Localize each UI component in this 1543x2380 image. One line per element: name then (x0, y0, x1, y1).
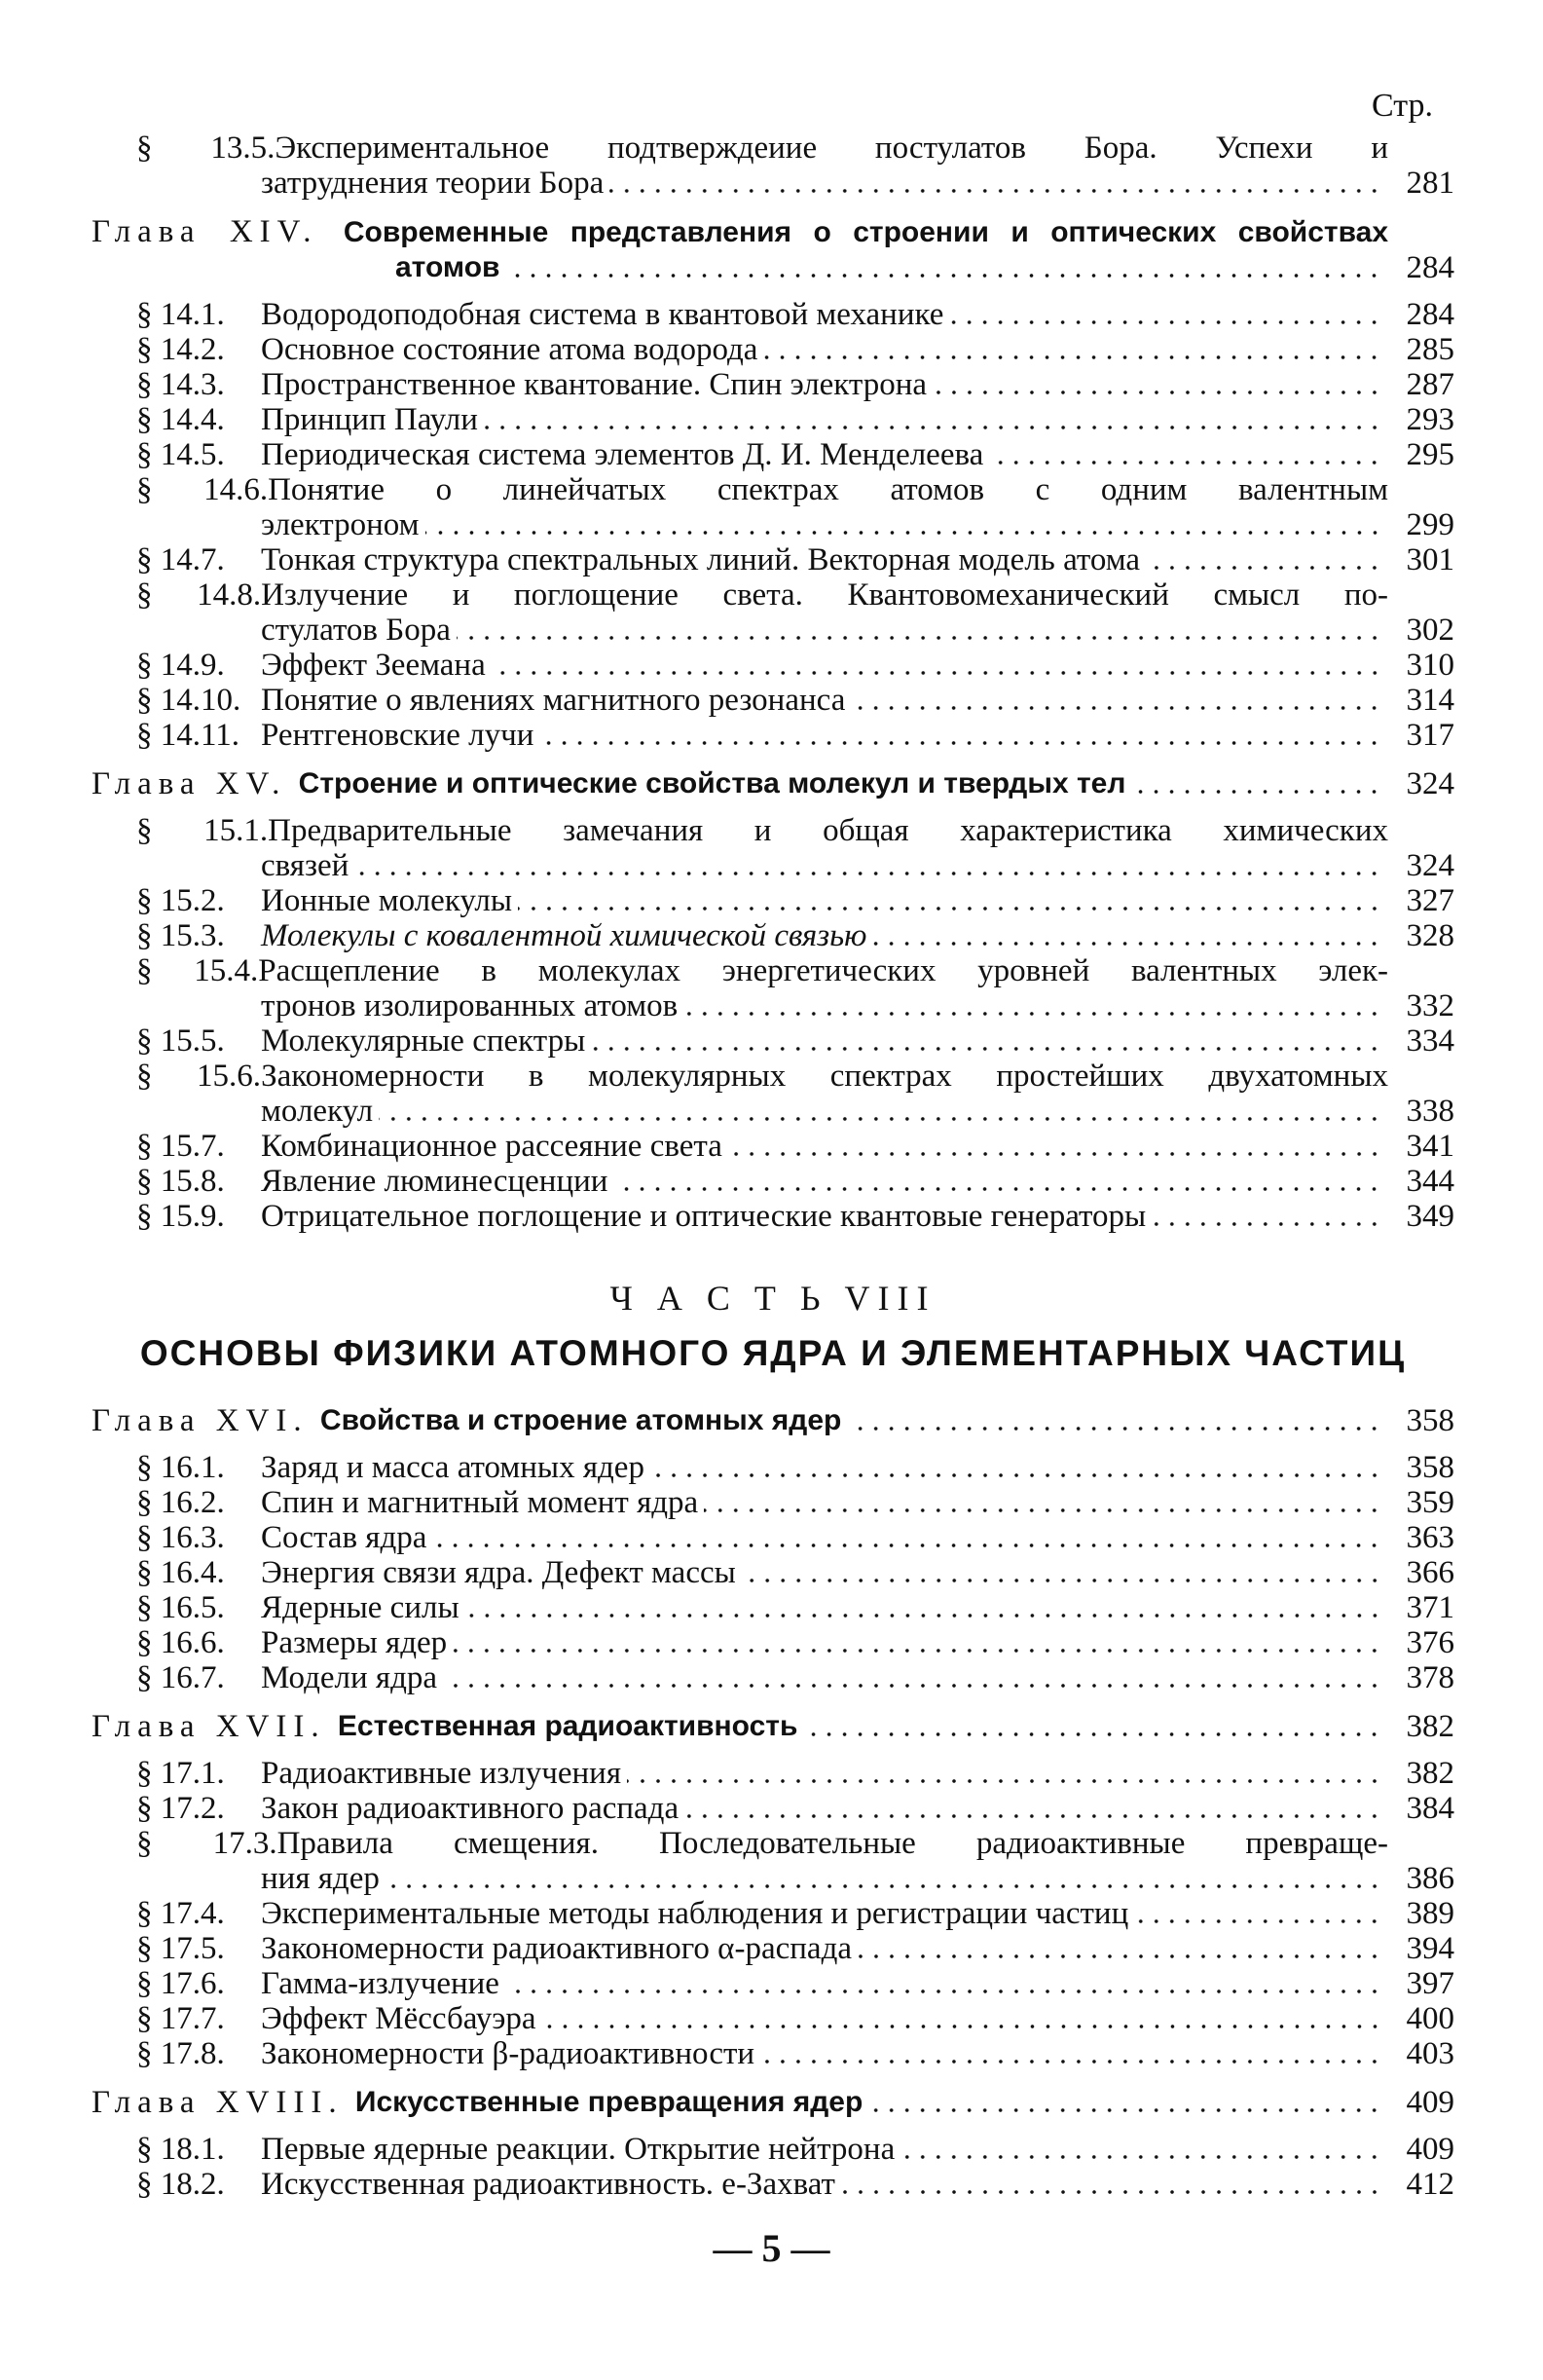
entry-number: § 18.2. (136, 2167, 225, 2202)
toc-line (136, 988, 1454, 1023)
entry-number: § 17.7. (136, 2001, 225, 2036)
entry-page: 302 (1406, 613, 1454, 648)
entry-title: ния ядер (261, 1861, 380, 1896)
entry-number: § 14.3. (136, 367, 225, 402)
chapter-title: Современные представления о строении и оптических свойствах (343, 216, 1389, 248)
entry-title: Состав ядра (261, 1520, 427, 1555)
entry-page: 338 (1406, 1094, 1454, 1129)
toc-line (92, 250, 1454, 285)
entry-title: Энергия связи ядра. Дефект массы (261, 1555, 736, 1590)
page-number: — 5 — (713, 2226, 830, 2270)
entry-title: Явление люминесценции (261, 1164, 608, 1199)
entry-title: Гамма-излучение (261, 1966, 499, 2001)
toc-entry-14-4 (92, 402, 1454, 437)
leader-dots (728, 1152, 1382, 1156)
entry-title: связей (261, 848, 349, 883)
entry-title: молекул (261, 1094, 374, 1129)
part-label: Ч А С Т Ь VIII (609, 1279, 937, 1318)
entry-page: 397 (1406, 1966, 1454, 2001)
leader-dots (868, 2108, 1382, 2112)
entry-page: 334 (1406, 1023, 1454, 1059)
entry-page: 295 (1406, 437, 1454, 472)
entry-title: Закономерности в молекулярных спектрах простейших двухатомных (261, 1059, 1389, 1094)
entry-title: Расщепление в молекулах энергетических уровней валентных элек- (258, 953, 1389, 988)
leader-dots (1131, 790, 1382, 794)
toc-entry-14-8 (92, 577, 1454, 648)
toc-entry-15-5 (92, 1023, 1454, 1059)
entry-title: Понятие о линейчатых спектрах атомов с одним валентным (268, 472, 1388, 507)
entry-page: 285 (1406, 332, 1454, 367)
entry-title: Эффект Мёссбауэра (261, 2001, 536, 2036)
entry-title: Комбинационное рассеяние света (261, 1129, 722, 1164)
entry-title: Заряд и масса атомных ядер (261, 1450, 644, 1485)
toc-entry-16-5 (92, 1590, 1454, 1625)
toc-entry-14-1 (92, 297, 1454, 332)
toc-entry-14-7 (92, 542, 1454, 577)
leader-dots (379, 1117, 1382, 1121)
toc-chapter-14 (92, 214, 1454, 285)
entry-number: § 15.3. (136, 918, 225, 953)
leader-dots (704, 1508, 1382, 1512)
part-title: ОСНОВЫ ФИЗИКИ АТОМНОГО ЯДРА И ЭЛЕМЕНТАРНЫХ ЧАСТИЦ (139, 1333, 1407, 1373)
entry-page: 386 (1406, 1861, 1454, 1896)
leader-dots (803, 1732, 1382, 1736)
leader-dots (1134, 1919, 1382, 1923)
entry-number: § 14.7. (136, 542, 225, 577)
entry-title: Ионные молекулы (261, 883, 513, 918)
leader-dots (505, 274, 1382, 278)
toc-entry-15-8 (92, 1164, 1454, 1199)
toc-entry-16-7 (92, 1660, 1454, 1695)
toc-entry-15-2 (92, 883, 1454, 918)
entry-number: § 16.3. (136, 1520, 225, 1555)
leader-dots (432, 1543, 1382, 1547)
leader-dots (591, 1047, 1382, 1051)
toc-entry-16-3 (92, 1520, 1454, 1555)
leader-dots (650, 1473, 1382, 1477)
entry-number: § 14.6. (136, 472, 269, 507)
entry-page: 409 (1406, 2132, 1454, 2167)
toc-entry-17-3 (92, 1826, 1454, 1896)
toc-line (136, 1094, 1454, 1129)
entry-number: § 15.2. (136, 883, 225, 918)
toc-entry-14-6 (92, 472, 1454, 542)
entry-first-line (136, 953, 1454, 988)
leader-dots (847, 1427, 1382, 1431)
entry-first-line (136, 472, 1454, 507)
entry-number: § 14.9. (136, 648, 225, 683)
entry-page: 378 (1406, 1660, 1454, 1695)
leader-dots (425, 531, 1382, 535)
leader-dots (851, 706, 1382, 710)
leader-dots (933, 390, 1382, 394)
entry-number: § 13.5. (136, 130, 276, 166)
entry-number: § 14.2. (136, 332, 225, 367)
leader-dots (539, 741, 1382, 745)
toc-line (136, 613, 1454, 648)
entry-page: 301 (1406, 542, 1454, 577)
entry-title: Отрицательное поглощение и оптические квантовые генераторы (261, 1199, 1147, 1234)
toc-entry-18-1 (92, 2132, 1454, 2167)
entry-title: Предварительные замечания и общая характеристика химических (268, 813, 1389, 848)
entry-number: § 15.9. (136, 1199, 225, 1234)
entry-page: 394 (1406, 1931, 1454, 1966)
leader-dots (742, 1579, 1382, 1582)
entry-title: Основное состояние атома водорода (261, 332, 758, 367)
toc-entry-17-6 (92, 1966, 1454, 2001)
entry-page: 310 (1406, 648, 1454, 683)
toc-entry-17-4 (92, 1896, 1454, 1931)
leader-dots (684, 1814, 1382, 1818)
page-column-header: Стр. (1371, 88, 1433, 124)
entry-title: Принцип Паули (261, 402, 478, 437)
entry-title: Радиоактивные излучения (261, 1756, 621, 1791)
entry-page: 287 (1406, 367, 1454, 402)
entry-title: Размеры ядер (261, 1625, 448, 1660)
entry-number: § 17.4. (136, 1896, 225, 1931)
entry-number: § 16.2. (136, 1485, 225, 1520)
entry-number: Глава XVII. (92, 1709, 326, 1744)
leader-dots (613, 1187, 1382, 1191)
toc-entry-15-1 (92, 813, 1454, 883)
entry-page: 363 (1406, 1520, 1454, 1555)
table-of-contents (92, 88, 1454, 2202)
chapter-number: Глава XIV. (92, 214, 318, 249)
entry-page: 409 (1406, 2085, 1454, 2120)
entry-page: 299 (1406, 507, 1454, 542)
entry-title-continued: затруднения теории Бора (261, 166, 605, 201)
toc-entry-14-3 (92, 367, 1454, 402)
toc-entry-15-3 (92, 918, 1454, 953)
entry-page: 324 (1406, 848, 1454, 883)
toc-entry-17-7 (92, 2001, 1454, 2036)
entry-page: 332 (1406, 988, 1454, 1023)
entry-page: 384 (1406, 1791, 1454, 1826)
entry-page: 317 (1406, 718, 1454, 753)
entry-number: § 14.8. (136, 577, 262, 613)
entry-number: § 16.6. (136, 1625, 225, 1660)
entry-page: 281 (1406, 166, 1454, 201)
entry-first-line (136, 130, 1454, 166)
entry-number: § 17.8. (136, 2036, 225, 2071)
entry-number: § 14.11. (136, 718, 240, 753)
toc-entry-15-4 (92, 953, 1454, 1023)
entry-page: 366 (1406, 1555, 1454, 1590)
entry-number: § 14.10. (136, 683, 241, 718)
entry-number: Глава XVI. (92, 1403, 309, 1438)
entry-page: 389 (1406, 1896, 1454, 1931)
toc-entry-16-6 (92, 1625, 1454, 1660)
leader-dots (949, 320, 1382, 324)
entry-number: § 15.6. (136, 1059, 262, 1094)
leader-dots (989, 461, 1382, 465)
entry-number: § 15.8. (136, 1164, 225, 1199)
leader-dots (760, 2060, 1382, 2064)
entry-page: 359 (1406, 1485, 1454, 1520)
entry-title: Пространственное квантование. Спин электрона (261, 367, 928, 402)
entry-title: Периодическая система элементов Д. И. Менделеева (261, 437, 984, 472)
toc-entry-16-2 (92, 1485, 1454, 1520)
entry-title: Свойства и строение атомных ядер (319, 1404, 842, 1436)
entry-number: § 15.1. (136, 813, 269, 848)
entry-number: § 16.1. (136, 1450, 225, 1485)
toc-entry-14-9 (92, 648, 1454, 683)
leader-dots (453, 1649, 1382, 1653)
entry-page: 358 (1406, 1403, 1454, 1438)
entry-page: 284 (1406, 297, 1454, 332)
toc-entry-14-10 (92, 683, 1454, 718)
entry-first-line (92, 214, 1454, 250)
entry-title: Ядерные силы (261, 1590, 459, 1625)
toc-line (136, 166, 1454, 201)
toc-chapter-16 (92, 1403, 1454, 1438)
entry-page: 293 (1406, 402, 1454, 437)
leader-dots (518, 907, 1382, 911)
leader-dots (683, 1012, 1382, 1016)
leader-dots (763, 355, 1382, 359)
entry-page: 371 (1406, 1590, 1454, 1625)
leader-dots (1146, 566, 1382, 570)
entry-title: Закономерности β-радиоактивности (261, 2036, 755, 2071)
entry-number: Глава XV. (92, 766, 287, 801)
leader-dots (492, 671, 1382, 675)
entry-page: 328 (1406, 918, 1454, 953)
toc-entry-17-8 (92, 2036, 1454, 2071)
entry-number: § 17.3. (136, 1826, 277, 1861)
entry-number: § 15.4. (136, 953, 259, 988)
leader-dots (542, 2025, 1382, 2028)
leader-dots (505, 1990, 1382, 1993)
leader-dots (609, 189, 1382, 193)
entry-number: § 17.1. (136, 1756, 225, 1791)
chapter-title-continued: атомов (395, 251, 500, 283)
toc-entry-17-5 (92, 1931, 1454, 1966)
toc-entry-16-1 (92, 1450, 1454, 1485)
toc-entry-17-1 (92, 1756, 1454, 1791)
toc-entry-14-2 (92, 332, 1454, 367)
entry-first-line (136, 1059, 1454, 1094)
entry-page: 344 (1406, 1164, 1454, 1199)
toc-entry-15-6 (92, 1059, 1454, 1129)
toc-entry-15-9 (92, 1199, 1454, 1234)
entry-page: 376 (1406, 1625, 1454, 1660)
entry-number: § 17.6. (136, 1966, 225, 2001)
entry-number: Глава XVIII. (92, 2085, 344, 2120)
leader-dots (443, 1684, 1382, 1688)
entry-title: Водородоподобная система в квантовой механике (261, 297, 944, 332)
entry-page: 324 (1406, 766, 1454, 801)
entry-title: Молекулярные спектры (261, 1023, 586, 1059)
leader-dots (457, 636, 1382, 640)
entry-title: Строение и оптические свойства молекул и твердых тел (298, 767, 1126, 800)
leader-dots (465, 1614, 1382, 1618)
entry-number: § 16.7. (136, 1660, 225, 1695)
entry-title: стулатов Бора (261, 613, 451, 648)
entry-number: § 18.1. (136, 2132, 225, 2167)
entry-page: 327 (1406, 883, 1454, 918)
toc-entry-18-2 (92, 2167, 1454, 2202)
toc-entry-14-5 (92, 437, 1454, 472)
toc-entry-15-7 (92, 1129, 1454, 1164)
entry-page: 382 (1406, 1756, 1454, 1791)
entry-title: Искусственная радиоактивность. e-Захват (261, 2167, 835, 2202)
entry-page: 341 (1406, 1129, 1454, 1164)
entry-title: Естественная радиоактивность (337, 1710, 798, 1742)
entry-title: Спин и магнитный момент ядра (261, 1485, 699, 1520)
entry-title: тронов изолированных атомов (261, 988, 679, 1023)
toc-line (136, 507, 1454, 542)
leader-dots (858, 1954, 1382, 1958)
entry-title: Искусственные превращения ядер (354, 2086, 863, 2118)
entry-number: § 17.5. (136, 1931, 225, 1966)
entry-title: Экспериментальные методы наблюдения и регистрации частиц (261, 1896, 1129, 1931)
entry-title: Тонкая структура спектральных линий. Векторная модель атома (261, 542, 1141, 577)
leader-dots (841, 2190, 1382, 2194)
leader-dots (1152, 1222, 1382, 1226)
toc-entry-17-2 (92, 1791, 1454, 1826)
leader-dots (354, 872, 1382, 875)
entry-number: § 14.5. (136, 437, 225, 472)
entry-page: 382 (1406, 1709, 1454, 1744)
entry-page: 403 (1406, 2036, 1454, 2071)
entry-first-line (136, 577, 1454, 613)
leader-dots (386, 1884, 1382, 1888)
entry-title: Молекулы с ковалентной химической связью (261, 918, 867, 953)
entry-title: Излучение и поглощение света. Квантовомеханический смысл по- (261, 577, 1388, 613)
entry-number: § 14.1. (136, 297, 225, 332)
toc-entry-16-4 (92, 1555, 1454, 1590)
entry-first-line (136, 813, 1454, 848)
entry-title: Закон радиоактивного распада (261, 1791, 680, 1826)
entry-number: § 15.5. (136, 1023, 225, 1059)
entry-title: Эффект Зеемана (261, 648, 486, 683)
entry-number: § 17.2. (136, 1791, 225, 1826)
toc-line (136, 848, 1454, 883)
entry-number: § 15.7. (136, 1129, 225, 1164)
leader-dots (872, 942, 1382, 946)
entry-page: 412 (1406, 2167, 1454, 2202)
chapter-page: 284 (1406, 250, 1454, 285)
entry-page: 314 (1406, 683, 1454, 718)
entry-title: Экспериментальное подтверждеиие постулатов Бора. Успехи и (275, 130, 1388, 166)
toc-line (136, 1861, 1454, 1896)
entry-title: Закономерности радиоактивного α-распада (261, 1931, 853, 1966)
part-heading (92, 1277, 1454, 1374)
entry-page: 349 (1406, 1199, 1454, 1234)
entry-first-line (136, 1826, 1454, 1861)
leader-dots (900, 2155, 1382, 2159)
toc-chapter-17 (92, 1709, 1454, 1744)
entry-title: Первые ядерные реакции. Открытие нейтрона (261, 2132, 896, 2167)
toc-chapter-15 (92, 766, 1454, 801)
entry-number: § 14.4. (136, 402, 225, 437)
toc-entry-13-5 (92, 130, 1454, 201)
entry-title: Понятие о явлениях магнитного резонанса (261, 683, 846, 718)
leader-dots (484, 426, 1382, 429)
toc-entry-14-11 (92, 718, 1454, 753)
entry-title: электроном (261, 507, 420, 542)
entry-title: Рентгеновские лучи (261, 718, 534, 753)
entry-page: 400 (1406, 2001, 1454, 2036)
toc-chapter-18 (92, 2085, 1454, 2120)
entry-page: 358 (1406, 1450, 1454, 1485)
entry-number: § 16.5. (136, 1590, 225, 1625)
entry-number: § 16.4. (136, 1555, 225, 1590)
entry-title: Правила смещения. Последовательные радиоактивные превраще- (276, 1826, 1388, 1861)
leader-dots (627, 1779, 1382, 1783)
entry-title: Модели ядра (261, 1660, 438, 1695)
